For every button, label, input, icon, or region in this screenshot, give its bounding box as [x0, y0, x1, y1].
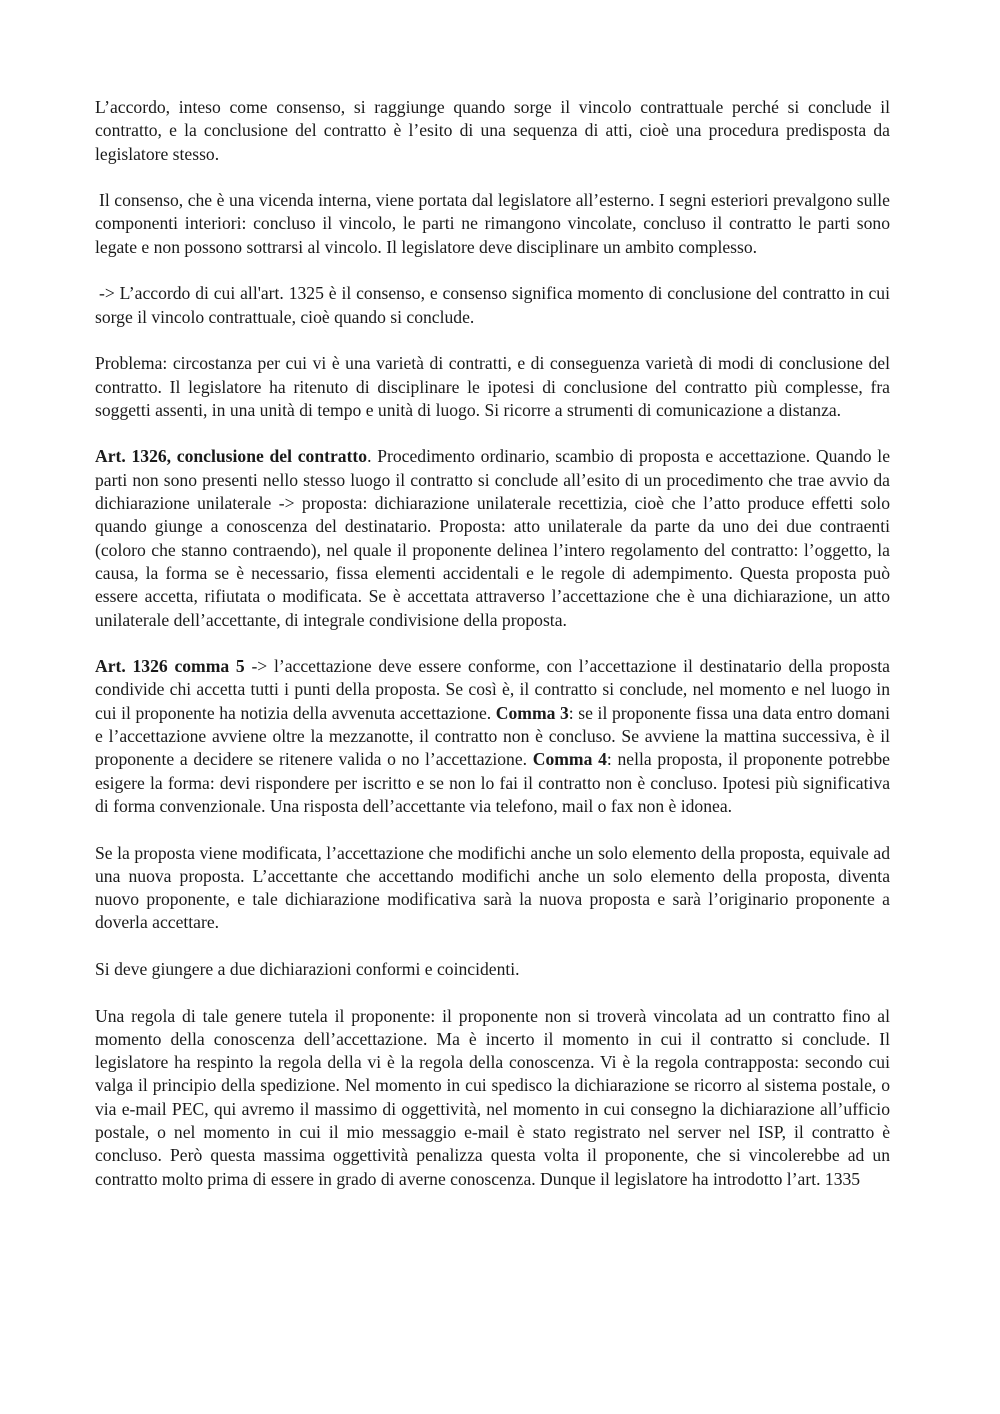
paragraph-art-1326 [95, 445, 890, 631]
heading-comma-4: Comma 4 [532, 749, 607, 770]
heading-comma-5: Art. 1326 comma 5 [95, 656, 245, 677]
paragraph-accordo: L’accordo, inteso come consenso, si raggiunge quando sorge il vincolo contrattuale perché si conclude il contratto, e la conclusione del contratto è l’esito di una sequenza di atti, cioè una procedura predisposta da legislatore stesso. [95, 97, 890, 164]
text-art-1326: . Procedimento ordinario, scambio di proposta e accettazione. Quando le parti non sono presenti nello stesso luogo il contratto si conclude all’esito di un procedimento che trae avvio da dichiarazione unilaterale -> proposta: dichiarazione unilaterale recettizia, cioè che l’atto produce effetti solo quando giunge a conoscenza del destinatario. Proposta: atto unilaterale da parte da uno dei due contraenti (coloro che stanno contraendo), nel quale il proponente delinea l’intero regolamento del contratto: l’oggetto, la causa, la forma se è necessario, fissa elementi accidentali e le regole di adempimento. Questa proposta può essere accetta, rifiutata o modificata. Se è accettata attraverso l’accettazione che è una dichiarazione, un atto unilaterale dell’accettante, di integrale condivisione della proposta. [95, 446, 890, 630]
paragraph-dichiarazioni-conformi: Si deve giungere a due dichiarazioni conformi e coincidenti. [95, 958, 520, 979]
paragraph-regola-conoscenza: Una regola di tale genere tutela il proponente: il proponente non si troverà vincolata ad un contratto fino al momento della conoscenza dell’accettazione. Ma è incerto il momento in cui il contratto si conclude. Il legislatore ha respinto la regola della vi è la regola della conoscenza. Vi è la regola contrapposta: secondo cui valga il principio della spedizione. Nel momento in cui spedisco la dichiarazione se ricorro al sistema postale, o via e-mail PEC, qui avremo il massimo di oggettività, nel momento in cui consegno la dichiarazione all’ufficio postale, o nel momento in cui il mio messaggio e-mail è stato registrato nel server nel ISP, il contratto è concluso. Però questa massima oggettività penalizza questa volta il proponente, che si vincolerebbe ad un contratto molto prima di essere in grado di averne conoscenza. Dunque il legislatore ha introdotto l’art. 1335 [95, 1005, 890, 1189]
paragraph-art-1326-comma-5 [95, 655, 890, 818]
text-comma-4: : nella proposta, il proponente potrebbe esigere la forma: devi rispondere per iscritto e se non lo fai il contratto non è concluso. Ipotesi più significativa di forma convenzionale. Una risposta dell’accettante via telefono, mail o fax non è idonea. [95, 749, 890, 816]
heading-art-1326: Art. 1326, conclusione del contratto [95, 446, 368, 467]
paragraph-problema: Problema: circostanza per cui vi è una varietà di contratti, e di conseguenza varietà di modi di conclusione del contratto. Il legislatore ha ritenuto di disciplinare le ipotesi di conclusione del contratto più complesse, fra soggetti assenti, in una unità di tempo e unità di luogo. Si ricorre a strumenti di comunicazione a distanza. [95, 353, 890, 420]
paragraph-art-1325: -> L’accordo di cui all'art. 1325 è il consenso, e consenso significa momento di conclusione del contratto in cui sorge il vincolo contrattuale, cioè quando si conclude. [95, 283, 890, 327]
paragraph-proposta-modificata: Se la proposta viene modificata, l’accettazione che modifichi anche un solo elemento della proposta, equivale ad una nuova proposta. L’accettante che accettando modifichi anche un solo elemento della proposta, diventa nuovo proponente, e tale dichiarazione modificativa sarà la nuova proposta e sarà l’originario proponente a doverla accettare. [95, 842, 890, 933]
document-page [95, 96, 890, 1214]
text-comma-5: -> l’accettazione deve essere conforme, con l’accettazione il destinatario della proposta condivide chi accetta tutti i punti della proposta. Se così è, il contratto si conclude, nel momento e nel luogo in cui il proponente ha notizia della avvenuta accettazione. [95, 656, 890, 723]
heading-comma-3: Comma 3 [495, 702, 569, 723]
text-comma-3: : se il proponente fissa una data entro domani e l’accettazione avviene oltre la mezzanotte, il contratto non è concluso. Se avviene la mattina successiva, è il proponente a decidere se ritenere valida o no l’accettazione. [95, 702, 890, 770]
paragraph-consenso: Il consenso, che è una vicenda interna, viene portata dal legislatore all’esterno. I segni esteriori prevalgono sulle componenti interiori: concluso il vincolo, le parti ne rimangono vincolate, concluso il contratto le parti sono legate e non possono sottrarsi al vincolo. Il legislatore deve disciplinare un ambito complesso. [95, 190, 890, 257]
